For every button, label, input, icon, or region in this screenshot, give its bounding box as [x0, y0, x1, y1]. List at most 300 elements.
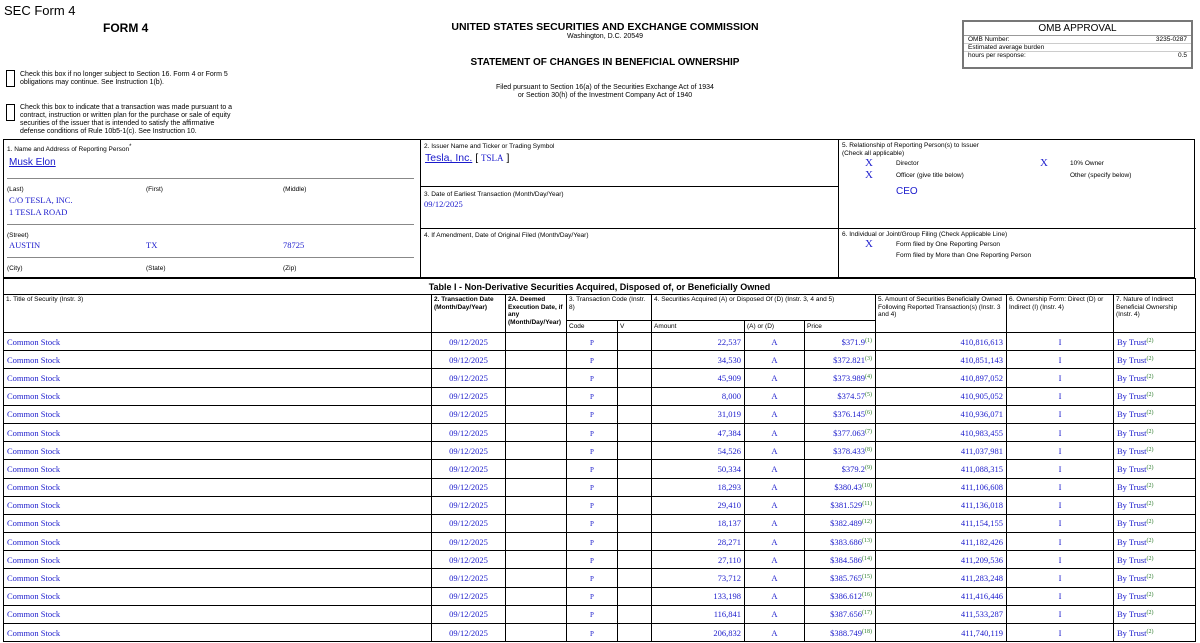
nature-of-ownership: [1114, 605, 1196, 623]
aord-subheader: (A) or (D): [745, 321, 805, 333]
issuer-link[interactable]: Tesla, Inc.: [425, 152, 473, 164]
nature-of-ownership: [1114, 569, 1196, 587]
a-or-d: A: [745, 405, 805, 423]
table-row: [4, 533, 1196, 551]
nature-value: By Trust: [1117, 482, 1147, 493]
v-cell: [618, 423, 652, 441]
omb-approval-box: [962, 20, 1193, 69]
col-date-header: 2. Transaction Date (Month/Day/Year): [432, 295, 506, 333]
ownership-form: I: [1007, 551, 1114, 569]
transaction-code[interactable]: [567, 333, 618, 351]
price-footnote[interactable]: (7): [865, 428, 872, 435]
deemed-date: [506, 496, 567, 514]
price: [805, 624, 876, 642]
a-or-d: A: [745, 369, 805, 387]
nature-value: By Trust: [1117, 573, 1147, 584]
owned-amount: 411,209,536: [876, 551, 1007, 569]
amount: 27,110: [652, 551, 745, 569]
director-mark: X: [865, 157, 873, 169]
table-row: [4, 551, 1196, 569]
owned-amount: 411,106,608: [876, 478, 1007, 496]
transaction-code[interactable]: [567, 551, 618, 569]
nature-value: By Trust: [1117, 445, 1147, 456]
price-footnote[interactable]: (4): [865, 373, 872, 380]
first-label: (First): [146, 186, 163, 193]
col-deemed-header: 2A. Deemed Execution Date, if any (Month/Day/Year): [506, 295, 567, 333]
amount: 8,000: [652, 387, 745, 405]
transaction-code-link[interactable]: P: [590, 520, 594, 529]
a-or-d: A: [745, 351, 805, 369]
nature-of-ownership: [1114, 587, 1196, 605]
security-title: Common Stock: [4, 333, 432, 351]
transaction-code-link[interactable]: P: [590, 484, 594, 493]
owned-amount: 411,136,018: [876, 496, 1007, 514]
price: [805, 460, 876, 478]
earliest-transaction-date: 09/12/2025: [424, 199, 463, 209]
transaction-date: 09/12/2025: [432, 624, 506, 642]
transaction-code-link[interactable]: P: [590, 502, 594, 511]
price: [805, 569, 876, 587]
price-footnote[interactable]: (18): [862, 628, 872, 635]
other-label: Other (specify below): [1070, 172, 1132, 179]
amount: 133,198: [652, 587, 745, 605]
price-value: $386.612: [830, 591, 862, 602]
address-line-1: C/O TESLA, INC.: [9, 195, 73, 205]
owned-amount: 411,037,981: [876, 442, 1007, 460]
owned-amount: 411,533,287: [876, 605, 1007, 623]
transaction-code-link[interactable]: P: [590, 429, 594, 438]
transaction-code-link[interactable]: P: [590, 556, 594, 565]
nature-footnote[interactable]: (2): [1146, 355, 1154, 362]
price-value: $378.433: [833, 445, 865, 456]
nature-footnote[interactable]: (2): [1146, 446, 1154, 453]
nature-of-ownership: [1114, 423, 1196, 441]
price-value: $388.749: [830, 627, 862, 638]
price-value: $380.43: [834, 482, 862, 493]
table-row: [4, 442, 1196, 460]
director-label: Director: [896, 160, 919, 167]
price-value: $383.686: [830, 536, 862, 547]
price-value: $381.529: [830, 500, 863, 511]
box6-label: 6. Individual or Joint/Group Filing (Check Applicable Line): [842, 231, 1008, 238]
a-or-d: A: [745, 587, 805, 605]
transaction-code-link[interactable]: P: [590, 447, 594, 456]
ownership-form: I: [1007, 569, 1114, 587]
nature-of-ownership: [1114, 496, 1196, 514]
ownership-form: I: [1007, 478, 1114, 496]
price-footnote[interactable]: (6): [865, 410, 872, 417]
transaction-code[interactable]: [567, 605, 618, 623]
table-row: [4, 587, 1196, 605]
transaction-date: 09/12/2025: [432, 605, 506, 623]
nature-of-ownership: [1114, 460, 1196, 478]
deemed-date: [506, 569, 567, 587]
amount: 18,137: [652, 514, 745, 532]
transaction-code-link[interactable]: P: [590, 611, 594, 620]
amount: 34,530: [652, 351, 745, 369]
v-subheader: V: [618, 321, 652, 333]
reporting-info-grid: [3, 139, 1195, 278]
price-value: $372.821: [833, 354, 865, 365]
price: [805, 496, 876, 514]
deemed-date: [506, 587, 567, 605]
transaction-code[interactable]: [567, 351, 618, 369]
box1-label: [7, 144, 131, 154]
price-footnote[interactable]: (1): [865, 337, 872, 344]
table-row: [4, 514, 1196, 532]
transaction-date: 09/12/2025: [432, 514, 506, 532]
transaction-date: 09/12/2025: [432, 551, 506, 569]
deemed-date: [506, 460, 567, 478]
deemed-date: [506, 369, 567, 387]
transaction-date: 09/12/2025: [432, 460, 506, 478]
amount: 18,293: [652, 478, 745, 496]
omb-hours: 0.5: [1177, 52, 1187, 59]
table-row: [4, 405, 1196, 423]
nature-value: By Trust: [1117, 372, 1147, 383]
ten-percent-owner-mark: X: [1040, 157, 1048, 169]
owned-amount: 410,816,613: [876, 333, 1007, 351]
box1-star: *: [129, 144, 132, 150]
col-form-header: 6. Ownership Form: Direct (D) or Indirect (I) (Instr. 4): [1007, 295, 1114, 333]
price: [805, 351, 876, 369]
nature-footnote[interactable]: (2): [1146, 592, 1154, 599]
v-cell: [618, 333, 652, 351]
nature-value: By Trust: [1117, 554, 1147, 565]
price-footnote[interactable]: (15): [862, 574, 872, 581]
issuer-name[interactable]: [425, 152, 509, 164]
deemed-date: [506, 478, 567, 496]
transaction-code[interactable]: [567, 496, 618, 514]
price-footnote[interactable]: (8): [865, 446, 872, 453]
nature-footnote[interactable]: (2): [1146, 337, 1154, 344]
transaction-code[interactable]: [567, 387, 618, 405]
nature-footnote[interactable]: (2): [1146, 373, 1154, 380]
ownership-form: I: [1007, 514, 1114, 532]
transaction-code[interactable]: [567, 587, 618, 605]
omb-hours-label: hours per response:: [968, 52, 1026, 59]
amount: 116,841: [652, 605, 745, 623]
col-title-header: 1. Title of Security (Instr. 3): [4, 295, 432, 333]
officer-mark: X: [865, 169, 873, 181]
price-footnote[interactable]: (13): [862, 537, 872, 544]
price-value: $377.063: [833, 427, 865, 438]
col-acquired-header: 4. Securities Acquired (A) or Disposed Of (D) (Instr. 3, 4 and 5): [652, 295, 876, 321]
one-person-label: Form filed by One Reporting Person: [896, 241, 1001, 248]
a-or-d: A: [745, 387, 805, 405]
owned-amount: 410,936,071: [876, 405, 1007, 423]
nature-footnote[interactable]: (2): [1146, 628, 1154, 635]
a-or-d: A: [745, 624, 805, 642]
transaction-code-link[interactable]: P: [590, 411, 594, 420]
amount: 54,526: [652, 442, 745, 460]
nature-of-ownership: [1114, 514, 1196, 532]
v-cell: [618, 496, 652, 514]
transaction-date: 09/12/2025: [432, 369, 506, 387]
amount: 73,712: [652, 569, 745, 587]
deemed-date: [506, 442, 567, 460]
price-value: $387.656: [830, 609, 862, 620]
security-title: Common Stock: [4, 369, 432, 387]
nature-value: By Trust: [1117, 591, 1147, 602]
price-footnote[interactable]: (12): [862, 519, 872, 526]
owned-amount: 411,154,155: [876, 514, 1007, 532]
amount: 31,019: [652, 405, 745, 423]
more-persons-label: Form filed by More than One Reporting Person: [896, 252, 1032, 259]
state-value: TX: [146, 240, 158, 250]
omb-number: 3235-0287: [1155, 36, 1187, 43]
a-or-d: A: [745, 333, 805, 351]
price-value: $371.9: [841, 336, 865, 347]
nature-of-ownership: [1114, 351, 1196, 369]
nature-value: By Trust: [1117, 391, 1147, 402]
price: [805, 405, 876, 423]
price: [805, 387, 876, 405]
omb-burden-label: Estimated average burden: [968, 44, 1045, 51]
owned-amount: 411,740,119: [876, 624, 1007, 642]
price: [805, 442, 876, 460]
a-or-d: A: [745, 478, 805, 496]
security-title: Common Stock: [4, 533, 432, 551]
nature-value: By Trust: [1117, 463, 1147, 474]
price-footnote[interactable]: (5): [865, 392, 872, 399]
a-or-d: A: [745, 533, 805, 551]
price-footnote[interactable]: (17): [862, 610, 872, 617]
statement-title: STATEMENT OF CHANGES IN BENEFICIAL OWNERSHIP: [470, 57, 740, 68]
officer-label: Officer (give title below): [896, 172, 964, 179]
nature-footnote[interactable]: (2): [1146, 501, 1154, 508]
state-label: (State): [146, 265, 166, 272]
transaction-date: 09/12/2025: [432, 442, 506, 460]
price-footnote[interactable]: (14): [862, 555, 872, 562]
rule10b5-checkbox-label: Check this box to indicate that a transaction was made pursuant to a contract, instruction or written plan for the purchase or sale of equity securities of the issuer that is intended to satisfy the affirmative defense conditions of Rule 10b5-1(c). See Instruction 10.: [20, 104, 233, 135]
transaction-code[interactable]: [567, 442, 618, 460]
price-value: $379.2: [841, 463, 865, 474]
nature-of-ownership: [1114, 551, 1196, 569]
security-title: Common Stock: [4, 351, 432, 369]
omb-title: OMB APPROVAL: [964, 22, 1191, 36]
price-footnote[interactable]: (9): [865, 464, 872, 471]
street-label: (Street): [7, 232, 29, 239]
v-cell: [618, 351, 652, 369]
price: [805, 533, 876, 551]
v-cell: [618, 387, 652, 405]
nature-of-ownership: [1114, 442, 1196, 460]
table-row: [4, 351, 1196, 369]
table-row: [4, 605, 1196, 623]
reporting-person-name-link[interactable]: Musk Elon: [9, 157, 56, 168]
ten-percent-owner-label: 10% Owner: [1070, 160, 1104, 167]
transaction-code[interactable]: [567, 624, 618, 642]
col-code-header: 3. Transaction Code (Instr. 8): [567, 295, 652, 321]
transaction-code-link[interactable]: P: [590, 575, 594, 584]
transaction-code[interactable]: [567, 423, 618, 441]
transaction-code[interactable]: [567, 514, 618, 532]
transaction-code-link[interactable]: P: [590, 356, 594, 365]
price-footnote[interactable]: (16): [862, 592, 872, 599]
price-footnote[interactable]: (10): [862, 483, 872, 490]
price-footnote[interactable]: (11): [862, 501, 872, 508]
agency-location: Washington, D.C. 20549: [566, 33, 643, 40]
ownership-form: I: [1007, 369, 1114, 387]
table-row: [4, 387, 1196, 405]
nature-value: By Trust: [1117, 518, 1147, 529]
amount: 47,384: [652, 423, 745, 441]
nature-value: By Trust: [1117, 354, 1147, 365]
security-title: Common Stock: [4, 405, 432, 423]
deemed-date: [506, 514, 567, 532]
deemed-date: [506, 533, 567, 551]
deemed-date: [506, 351, 567, 369]
v-cell: [618, 514, 652, 532]
security-title: Common Stock: [4, 496, 432, 514]
nature-footnote[interactable]: (2): [1146, 610, 1154, 617]
amount: 45,909: [652, 369, 745, 387]
v-cell: [618, 460, 652, 478]
nature-of-ownership: [1114, 533, 1196, 551]
transaction-code-link[interactable]: P: [590, 593, 594, 602]
v-cell: [618, 605, 652, 623]
table-row: [4, 333, 1196, 351]
price: [805, 551, 876, 569]
zip-label: (Zip): [283, 265, 297, 272]
form-name: FORM 4: [103, 21, 149, 35]
amount: 29,410: [652, 496, 745, 514]
ownership-form: I: [1007, 442, 1114, 460]
transaction-code-link[interactable]: P: [590, 393, 594, 402]
section16-checkbox-label: Check this box if no longer subject to Section 16. Form 4 or Form 5 obligations may continue. See Instruction 1(b).: [20, 71, 228, 86]
deemed-date: [506, 624, 567, 642]
nature-footnote[interactable]: (2): [1146, 537, 1154, 544]
nature-value: By Trust: [1117, 336, 1147, 347]
nature-of-ownership: [1114, 387, 1196, 405]
price-value: $384.586: [830, 554, 862, 565]
ownership-form: I: [1007, 405, 1114, 423]
price: [805, 478, 876, 496]
last-label: (Last): [7, 186, 24, 193]
box5-label-line2: (Check all applicable): [842, 149, 905, 157]
middle-label: (Middle): [283, 186, 307, 193]
owned-amount: 410,905,052: [876, 387, 1007, 405]
transaction-code-link[interactable]: P: [590, 538, 594, 547]
filed-line-1: Filed pursuant to Section 16(a) of the Securities Exchange Act of 1934: [496, 84, 714, 91]
section16-checkbox[interactable]: [6, 70, 15, 87]
nature-footnote[interactable]: (2): [1146, 428, 1154, 435]
transaction-code-link[interactable]: P: [590, 465, 594, 474]
v-cell: [618, 551, 652, 569]
nature-value: By Trust: [1117, 627, 1147, 638]
nature-footnote[interactable]: (2): [1146, 555, 1154, 562]
box1-label-text: 1. Name and Address of Reporting Person: [7, 146, 130, 153]
security-title: Common Stock: [4, 460, 432, 478]
reporting-person-name[interactable]: [9, 157, 56, 168]
security-title: Common Stock: [4, 423, 432, 441]
owned-amount: 410,983,455: [876, 423, 1007, 441]
transaction-code[interactable]: [567, 369, 618, 387]
amount: 28,271: [652, 533, 745, 551]
transaction-code[interactable]: [567, 533, 618, 551]
price-value: $376.145: [833, 409, 865, 420]
a-or-d: A: [745, 514, 805, 532]
box3-label: 3. Date of Earliest Transaction (Month/Day/Year): [424, 191, 564, 198]
col-owned-header: 5. Amount of Securities Beneficially Owned Following Reported Transaction(s) (Instr. 3 and 4): [876, 295, 1007, 333]
rule10b5-checkbox[interactable]: [6, 104, 15, 121]
security-title: Common Stock: [4, 605, 432, 623]
deemed-date: [506, 333, 567, 351]
ownership-form: I: [1007, 605, 1114, 623]
security-title: Common Stock: [4, 551, 432, 569]
nature-footnote[interactable]: (2): [1146, 519, 1154, 526]
table-row: [4, 569, 1196, 587]
amount-subheader: Amount: [652, 321, 745, 333]
nature-footnote[interactable]: (2): [1146, 483, 1154, 490]
transaction-code-link[interactable]: P: [590, 629, 594, 638]
v-cell: [618, 533, 652, 551]
table-non-derivative: [3, 278, 1196, 642]
transaction-date: 09/12/2025: [432, 533, 506, 551]
ownership-form: I: [1007, 351, 1114, 369]
owned-amount: 411,283,248: [876, 569, 1007, 587]
nature-footnote[interactable]: (2): [1146, 392, 1154, 399]
transaction-code[interactable]: [567, 569, 618, 587]
ticker-symbol: TSLA: [481, 153, 504, 163]
transaction-date: 09/12/2025: [432, 333, 506, 351]
deemed-date: [506, 423, 567, 441]
nature-value: By Trust: [1117, 427, 1147, 438]
nature-value: By Trust: [1117, 409, 1147, 420]
ownership-form: I: [1007, 460, 1114, 478]
price: [805, 369, 876, 387]
filed-line-2: or Section 30(h) of the Investment Company Act of 1940: [517, 92, 693, 99]
ticker-bracket-close: ]: [506, 152, 510, 164]
v-cell: [618, 405, 652, 423]
officer-title: CEO: [896, 186, 918, 197]
deemed-date: [506, 605, 567, 623]
box5-label-line1: 5. Relationship of Reporting Person(s) to Issuer: [842, 142, 979, 149]
v-cell: [618, 587, 652, 605]
deemed-date: [506, 387, 567, 405]
table-row: [4, 423, 1196, 441]
amount: 22,537: [652, 333, 745, 351]
nature-footnote[interactable]: (2): [1146, 574, 1154, 581]
transaction-code[interactable]: [567, 460, 618, 478]
price-footnote[interactable]: (3): [865, 355, 872, 362]
v-cell: [618, 624, 652, 642]
table-row: [4, 460, 1196, 478]
transaction-code-link[interactable]: P: [590, 374, 594, 383]
transaction-date: 09/12/2025: [432, 587, 506, 605]
transaction-code-link[interactable]: P: [590, 338, 594, 347]
nature-of-ownership: [1114, 333, 1196, 351]
nature-value: By Trust: [1117, 536, 1147, 547]
transaction-code[interactable]: [567, 405, 618, 423]
city-value: AUSTIN: [9, 240, 41, 250]
security-title: Common Stock: [4, 478, 432, 496]
ownership-form: I: [1007, 387, 1114, 405]
table-row: [4, 496, 1196, 514]
price: [805, 333, 876, 351]
nature-value: By Trust: [1117, 609, 1147, 620]
owned-amount: 410,851,143: [876, 351, 1007, 369]
zip-value: 78725: [283, 240, 305, 250]
price: [805, 587, 876, 605]
price-value: $385.765: [830, 573, 862, 584]
ownership-form: I: [1007, 624, 1114, 642]
transaction-code[interactable]: [567, 478, 618, 496]
nature-footnote[interactable]: (2): [1146, 464, 1154, 471]
nature-footnote[interactable]: (2): [1146, 410, 1154, 417]
v-cell: [618, 478, 652, 496]
